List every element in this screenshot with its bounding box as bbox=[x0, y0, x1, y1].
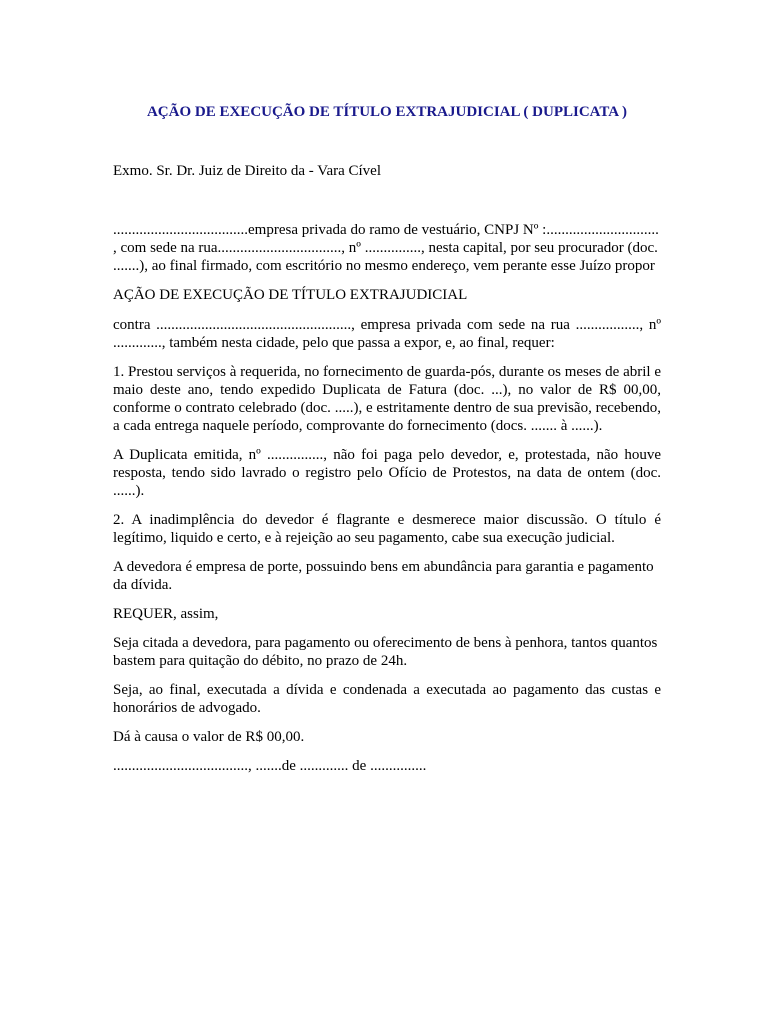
paragraph-citation: Seja citada a devedora, para pagamento ou oferecimento de bens à penhora, tantos quantos bastem para quitação do débito, no prazo de 24h. bbox=[113, 635, 658, 669]
paragraph-request: REQUER, assim, bbox=[113, 606, 219, 622]
paragraph-services: 1. Prestou serviços à requerida, no fornecimento de guarda-pós, durante os meses de abril e maio deste ano, tendo expedido Duplicata de Fatura (doc. ...), no valor de R$ 00,00, conforme o contrato celebrado (doc. .....), e estritamente dentro de sua previsão, recebendo, a cada entrega naquele período, comprovante do fornecimento (docs. ....... à ......). bbox=[113, 364, 661, 434]
paragraph-value: Dá à causa o valor de R$ 00,00. bbox=[113, 729, 305, 745]
action-heading: AÇÃO DE EXECUÇÃO DE TÍTULO EXTRAJUDICIAL bbox=[113, 287, 468, 303]
paragraph-duplicate: A Duplicata emitida, nº ..............., não foi paga pelo devedor, e, protestada, não houve resposta, tendo sido lavrado o registro pelo Ofício de Protestos, na data de ontem (doc. ......). bbox=[113, 447, 661, 499]
paragraph-petitioner: ....................................empresa privada do ramo de vestuário, CNPJ Nº :.............................. , com sede na rua................................., nº ..............., nesta capital, por seu procurador (doc. .......), ao final firmado, com escritório no mesmo endereço, vem perante esse Juízo propor bbox=[113, 222, 659, 274]
document-body bbox=[113, 221, 661, 786]
place-date-line: ...................................., .......de ............. de ............... bbox=[113, 758, 427, 774]
paragraph-assets: A devedora é empresa de porte, possuindo bens em abundância para garantia e pagamento da dívida. bbox=[113, 559, 654, 593]
paragraph-defendant: contra ...................................................., empresa privada com sede na rua ................., nº ............., também nesta cidade, pelo que passa a expor, e, ao final, requer: bbox=[113, 317, 661, 351]
paragraph-costs: Seja, ao final, executada a dívida e condenada a executada ao pagamento das custas e honorários de advogado. bbox=[113, 682, 661, 716]
addressee-line: Exmo. Sr. Dr. Juiz de Direito da - Vara Cível bbox=[113, 163, 382, 179]
paragraph-default: 2. A inadimplência do devedor é flagrante e desmerece maior discussão. O título é legítimo, liquido e certo, e à rejeição ao seu pagamento, cabe sua execução judicial. bbox=[113, 512, 661, 546]
document-title: AÇÃO DE EXECUÇÃO DE TÍTULO EXTRAJUDICIAL ( DUPLICATA ) bbox=[146, 104, 628, 120]
